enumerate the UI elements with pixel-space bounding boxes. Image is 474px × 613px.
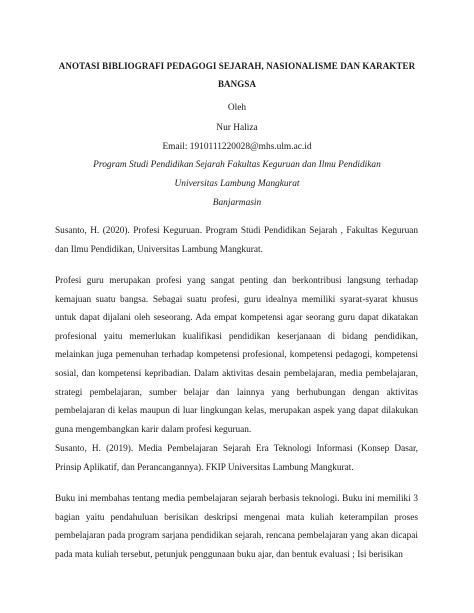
title-line-2: BANGSA xyxy=(217,79,257,89)
citation-1: Susanto, H. (2020). Profesi Keguruan. Program Studi Pendidikan Sejarah , Fakultas Keguruan dan Ilmu Pendidikan, Universitas Lambung Mangkurat. xyxy=(55,226,418,255)
affiliation-city: Banjarmasin xyxy=(212,198,262,208)
annotation-2: Buku ini membahas tentang media pembelajaran sejarah berbasis teknologi. Buku ini memiliki 3 bagian yaitu pendahuluan berisikan deskripsi mengenai mata kuliah keterampilan proses pembelajaran pada program sarjana pendidikan sejarah, rencana pembelajaran yang akan dicapai pada mata kuliah tersebut, petunjuk penggunaan buku ajar, dan bentuk evaluasi ; Isi berisikan xyxy=(55,494,418,560)
citation-2: Susanto, H. (2019). Media Pembelajaran Sejarah Era Teknologi Informasi (Konsep Dasar, Prinsip Aplikatif, dan Perancangannya). FKIP Universitas Lambung Mangkurat. xyxy=(55,444,418,473)
author-name: Nur Haliza xyxy=(216,123,258,133)
by-label: Oleh xyxy=(227,103,247,113)
affiliation-line-2: Universitas Lambung Mangkurat xyxy=(174,179,300,189)
document-title xyxy=(40,57,434,93)
title-line-1: ANOTASI BIBLIOGRAFI PEDAGOGI SEJARAH, NASIONALISME DAN KARAKTER xyxy=(58,61,416,71)
annotation-1: Profesi guru merupakan profesi yang sangat penting dan berkontribusi langsung terhadap kemajuan suatu bangsa. Sebagai suatu profesi, guru idealnya memiliki syarat-syarat khusus untuk dapat dijalani oleh seseorang. Ada empat kompetensi agar seorang guru dapat dikatakan profesional yaitu memerlukan kualifikasi pendidikan keserjanaan di bidang pendidikan, melainkan juga pemenuhan terhadap kompetensi profesional, kompetensi pedagogi, kompetensi sosial, dan kompetensi kepribadian. Dalam aktivitas desain pembelajaran, media pembelajaran, strategi pembelajaran, sumber belajar dan lainnya yang berhubungan dengan aktivitas pembelajaran di kelas maupun di luar lingkungan kelas, merupakan aspek yang dapat dilakukan guna mengembangkan karir dalam profesi keguruan. xyxy=(55,276,418,435)
author-email: Email: 1910111220028@mhs.ulm.ac.id xyxy=(162,142,312,152)
affiliation-line-1: Program Studi Pendidikan Sejarah Fakultas Keguruan dan Ilmu Pendidikan xyxy=(93,160,381,170)
